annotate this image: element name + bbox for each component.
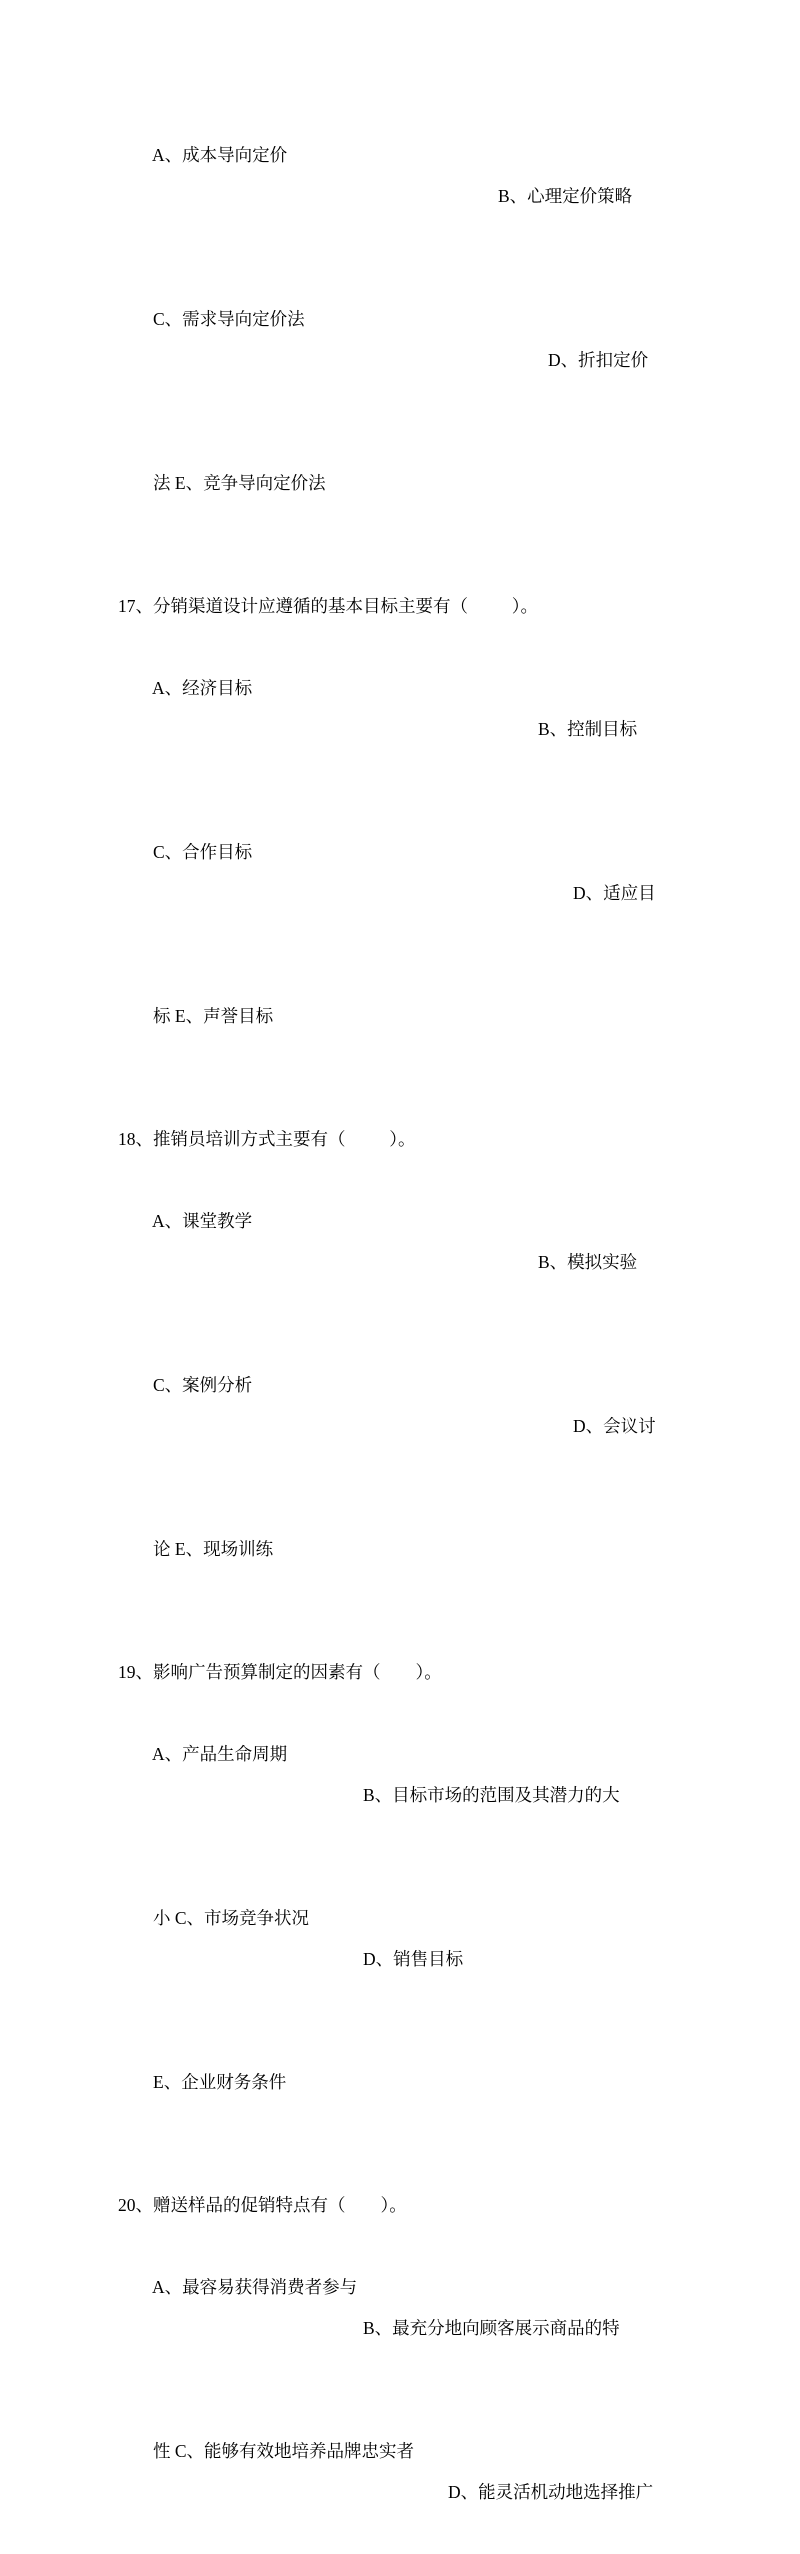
option-left: A、经济目标 (152, 678, 253, 698)
option-left: 小 C、市场竞争状况 (153, 1908, 310, 1928)
option-right: B、控制目标 (538, 719, 638, 739)
paragraph-spacer (118, 1611, 688, 1652)
paragraph-spacer (118, 1078, 688, 1119)
option-right: B、模拟实验 (538, 1252, 638, 1272)
option-left: C、需求导向定价法 (153, 309, 305, 329)
option-right: D、适应目 (573, 883, 656, 903)
question-block-q20 (118, 2185, 688, 2554)
option-row (118, 258, 688, 422)
option-row (118, 1160, 688, 1324)
question-block-q17 (118, 586, 688, 1078)
option-right: D、销售目标 (363, 1949, 464, 1969)
option-left: C、案例分析 (153, 1375, 253, 1395)
paragraph-spacer (118, 545, 688, 586)
option-left: 论 E、现场训练 (153, 1539, 274, 1559)
option-right: D、折扣定价 (548, 350, 649, 370)
option-left: C、合作目标 (153, 842, 253, 862)
question-text: 17、分销渠道设计应遵循的基本目标主要有（ ）。 (118, 596, 538, 616)
option-right: B、目标市场的范围及其潜力的大 (363, 1785, 620, 1805)
option-row (118, 2021, 688, 2144)
question-text: 18、推销员培训方式主要有（ ）。 (118, 1129, 416, 1149)
option-left: 标 E、声誉目标 (153, 1006, 274, 1026)
option-right: D、能灵活机动地选择推广 (448, 2482, 654, 2502)
option-right: D、会议讨 (573, 1416, 656, 1436)
option-row (118, 94, 688, 258)
option-row (118, 2226, 688, 2390)
option-row (118, 2390, 688, 2554)
option-left: A、课堂教学 (152, 1211, 253, 1231)
option-row (118, 1693, 688, 1857)
option-row (118, 1857, 688, 2021)
option-left: A、成本导向定价 (152, 145, 288, 165)
option-row (118, 791, 688, 955)
question-text: 20、赠送样品的促销特点有（ ）。 (118, 2195, 407, 2215)
question-block-q19 (118, 1652, 688, 2144)
option-row (118, 422, 688, 545)
document-body (118, 94, 688, 2554)
paragraph-spacer (118, 2144, 688, 2185)
question-block-q18 (118, 1119, 688, 1611)
option-left: A、最容易获得消费者参与 (152, 2277, 358, 2297)
option-left: A、产品生命周期 (152, 1744, 288, 1764)
question-text: 19、影响广告预算制定的因素有（ ）。 (118, 1662, 442, 1682)
option-right: B、心理定价策略 (498, 186, 633, 206)
question-block-q16-options (118, 94, 688, 545)
option-left: 性 C、能够有效地培养品牌忠实者 (153, 2441, 415, 2461)
option-row (118, 955, 688, 1078)
option-right: B、最充分地向顾客展示商品的特 (363, 2318, 620, 2338)
option-row (118, 1324, 688, 1488)
option-row (118, 1488, 688, 1611)
option-left: 法 E、竞争导向定价法 (153, 473, 326, 493)
option-left: E、企业财务条件 (153, 2072, 287, 2092)
option-row (118, 627, 688, 791)
